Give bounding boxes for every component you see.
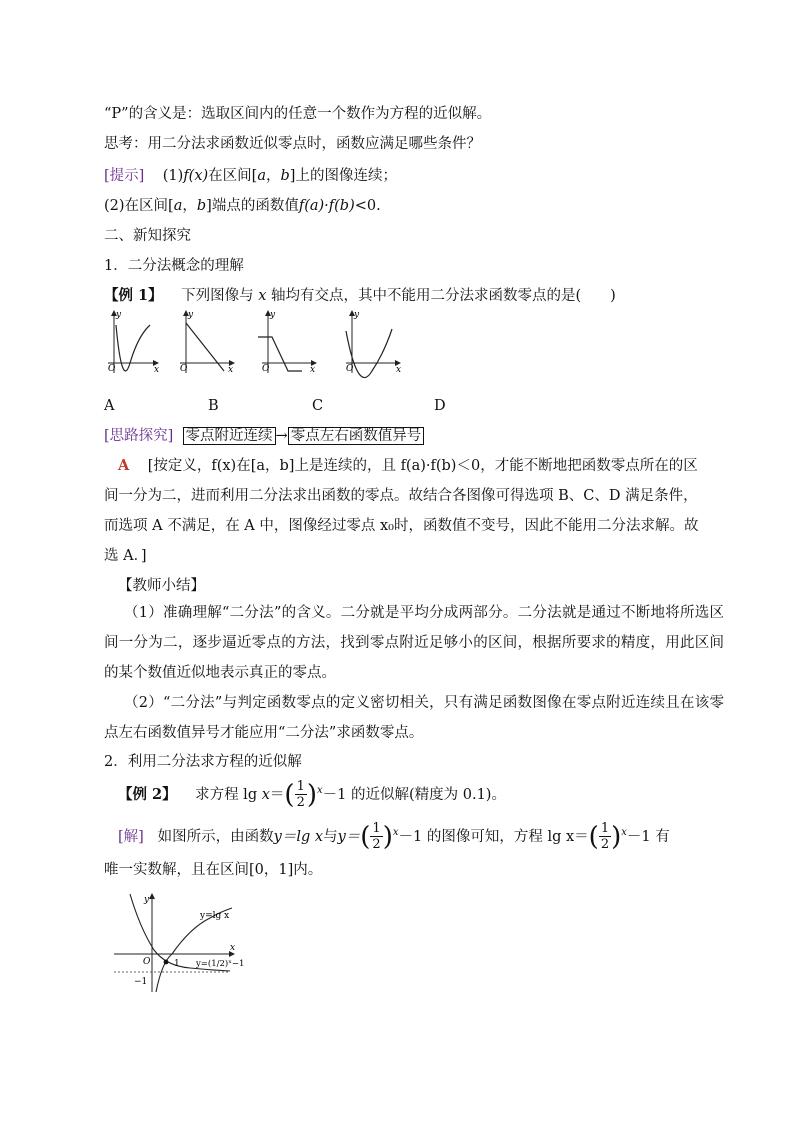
solution-figure: [110, 888, 250, 998]
fig2-label-lg: y=lg x: [200, 911, 230, 921]
subsection-2: 2．利用二分法求方程的近似解: [104, 754, 302, 770]
answer-1-line-2: 间一分为二，进而利用二分法求出函数的零点。故结合各图像可得选项 B、C、D 满足条件，: [104, 488, 698, 504]
graph-a-x: x: [154, 365, 160, 375]
graph-b-y: y: [188, 310, 194, 320]
answer-1-line-3: 而选项 A 不满足，在 A 中，图像经过零点 x₀时，函数值不变号，因此不能用二分法求解。故: [104, 518, 699, 534]
hint-line-1: [提示] (1)f(x)在区间[a，b]上的图像连续；: [104, 168, 397, 184]
analysis-tag: [思路探究]: [104, 428, 174, 444]
analysis-arrow: →: [275, 428, 288, 444]
section-heading: 二、新知探究: [104, 228, 191, 244]
p-meaning: “P”的含义是：选取区间内的任意一个数作为方程的近似解。: [104, 106, 492, 122]
example-2-tag: 【例 2】: [118, 785, 177, 803]
solution-fraction-1: $\frac{1}{2}$: [372, 821, 381, 853]
fig2-y: y: [144, 895, 150, 905]
graph-d: [346, 310, 401, 378]
option-d-label: D: [434, 398, 446, 414]
graph-a-origin: O: [108, 364, 116, 374]
example-1-question: 【例 1】 下列图像与 x 轴均有交点，其中不能用二分法求函数零点的是( ): [104, 287, 616, 304]
summary-paragraph-1: （1）准确理解“二分法”的含义。二分就是平均分成两部分。二分法就是通过不断地将所选区间一分为二，逐步逼近零点的方法，找到零点附近足够小的区间，根据所要求的精度，用此区间的某个数值近似地表示真正的零点。: [104, 605, 724, 681]
fig2-neg1: −1: [134, 977, 148, 987]
solution-fraction-2: $\frac{1}{2}$: [600, 821, 610, 853]
analysis-step-1: 零点附近连续: [183, 427, 276, 445]
fig2-one: 1: [174, 959, 180, 969]
answer-1-letter: A: [118, 457, 130, 474]
graph-d-x: x: [396, 365, 402, 375]
hint-tag: [提示]: [104, 168, 145, 184]
subsection-1: 1．二分法概念的理解: [104, 258, 244, 274]
option-a-label: A: [104, 398, 115, 414]
fig2-origin: O: [143, 957, 151, 967]
analysis-line: [104, 426, 424, 446]
option-b-label: B: [208, 398, 219, 414]
solution-line-2: 唯一实数解，且在区间[0，1]内。: [104, 862, 323, 878]
fig2-label-exp: y=(1/2)ˣ−1: [196, 959, 245, 969]
answer-1-line-1: A [按定义，f(x)在[a，b]上是连续的，且 f(a)·f(b)＜0，才能不断地把函数零点所在的区: [118, 457, 698, 474]
graph-c-y: y: [270, 310, 276, 320]
graph-c: [258, 310, 316, 375]
answer-1-line-4: 选 A．]: [104, 548, 147, 564]
graph-c-origin: O: [262, 364, 270, 374]
option-graphs: [100, 305, 420, 385]
graph-b: [180, 310, 234, 375]
example-2-question: 【例 2】 求方程 lg x＝( $\frac{1}{2}$ )$^x$－1 的近似解(精度为 0.1)。: [118, 779, 506, 811]
graph-d-origin: O: [346, 364, 354, 374]
think-question: 思考：用二分法求函数近似零点时，函数应满足哪些条件？: [104, 136, 481, 152]
graph-a-y: y: [116, 310, 122, 320]
analysis-step-2: 零点左右函数值异号: [288, 427, 425, 445]
graph-c-x: x: [310, 365, 316, 375]
summary-paragraph-2: （2）“二分法”与判定函数零点的定义密切相关，只有满足函数图像在零点附近连续且在该零点左右函数值异号才能应用“二分法”求函数零点。: [104, 695, 724, 741]
summary-title: 【教师小结】: [118, 578, 205, 594]
graph-a: [108, 310, 159, 375]
graph-b-x: x: [228, 365, 234, 375]
option-c-label: C: [312, 398, 324, 414]
fig2-x: x: [230, 943, 236, 953]
hint-line-2: (2)在区间[a，b]端点的函数值f(a)·f(b)<0.: [104, 198, 381, 214]
example-2-fraction: $\frac{1}{2}$: [296, 779, 305, 811]
solution-tag: [解]: [118, 828, 144, 845]
solution-line-1: [解] 如图所示，由函数y＝lg x与y＝( $\frac{1}{2}$ )$^x$－1 的图像可知，方程 lg x＝( $\frac{1}{2}$ )$^x$－1 有: [118, 821, 670, 853]
graph-b-origin: O: [180, 364, 188, 374]
graph-d-y: y: [354, 310, 360, 320]
example-1-tag: 【例 1】: [104, 287, 163, 304]
